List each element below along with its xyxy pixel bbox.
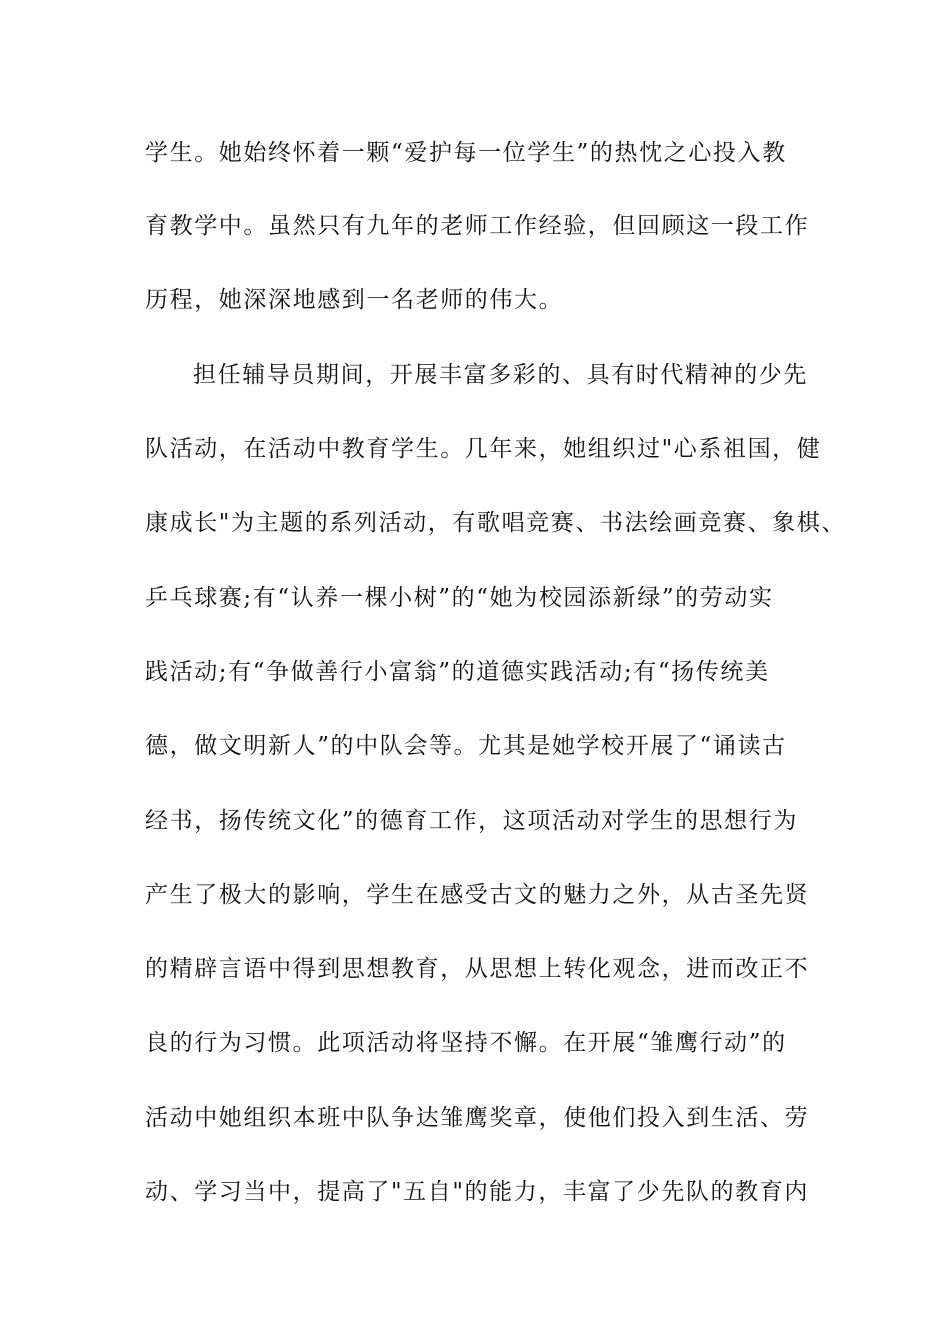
text-line: 经书，扬传统文化”的德育工作，这项活动对学生的思想行为 — [145, 808, 798, 834]
text-line: 历程，她深深地感到一名老师的伟大。 — [145, 287, 564, 313]
text-line: 活动中她组织本班中队争达雏鹰奖章，使他们投入到生活、劳 — [145, 1105, 810, 1131]
text-line: 德，做文明新人”的中队会等。尤其是她学校开展了“诵读古 — [145, 733, 787, 759]
text-line: 队活动，在活动中教育学生。几年来，她组织过"心系祖国，健 — [145, 436, 822, 462]
text-line: 康成长"为主题的系列活动，有歌唱竞赛、书法绘画竞赛、象棋、 — [145, 510, 846, 536]
text-line: 践活动;有“争做善行小富翁”的道德实践活动;有“扬传统美 — [145, 659, 770, 685]
text-line: 产生了极大的影响，学生在感受古文的魅力之外，从古圣先贤 — [145, 882, 810, 908]
text-line: 学生。她始终怀着一颗“爱护每一位学生”的热忱之心投入教 — [145, 140, 787, 166]
text-line: 的精辟言语中得到思想教育，从思想上转化观念，进而改正不 — [145, 956, 810, 982]
text-line: 良的行为习惯。此项活动将坚持不懈。在开展“雏鹰行动”的 — [145, 1030, 787, 1056]
text-line: 乒乓球赛;有“认养一棵小树”的“她为校园添新绿”的劳动实 — [145, 585, 774, 611]
text-line: 动、学习当中，提高了"五自"的能力，丰富了少先队的教育内 — [145, 1179, 809, 1205]
paragraph-start-line: 担任辅导员期间，开展丰富多彩的、具有时代精神的少先 — [193, 362, 808, 388]
text-line: 育教学中。虽然只有九年的老师工作经验，但回顾这一段工作 — [145, 213, 810, 239]
